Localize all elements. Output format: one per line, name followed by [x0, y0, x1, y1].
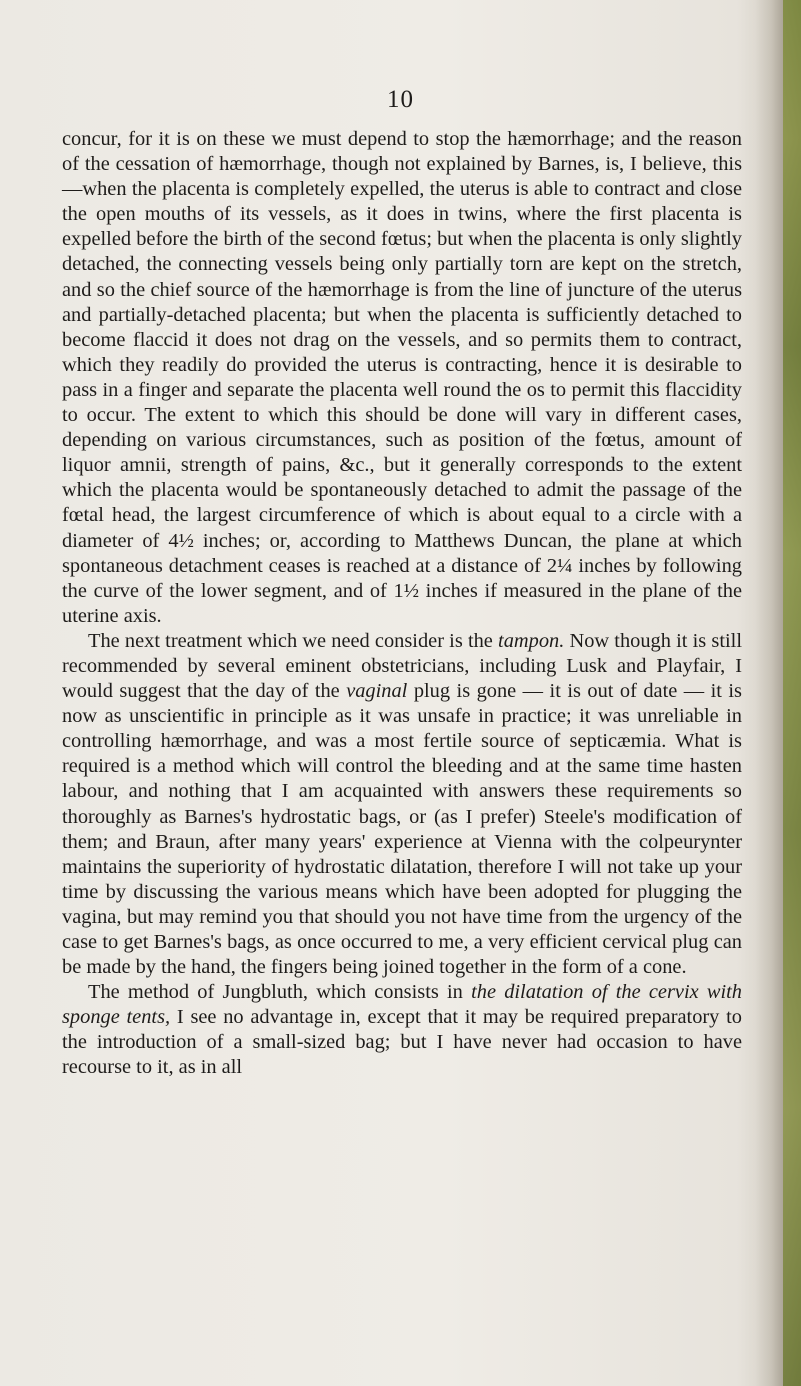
- body-text: [62, 127, 742, 1081]
- paragraph-3-italic-method: the dilatation of the cervix with sponge tents,: [62, 981, 742, 1029]
- paragraph-3-segment-3: I see no advantage in, except that it may be required preparatory to the introduction of a small-sized bag; but I have never had occasion to have recourse to it, as in all: [62, 1006, 742, 1079]
- paragraph-2-italic-tampon: tampon.: [498, 629, 565, 652]
- paragraph-2-segment-3: Now though it is still recommended by several eminent obstetricians, including Lusk and Playfair, I would suggest that the day of the: [62, 629, 742, 703]
- paragraph-1: [62, 127, 742, 629]
- paragraph-2-italic-vaginal: vaginal: [346, 680, 408, 703]
- paragraph-1-segment-1: concur, for it is on these we must depend to stop the hæmorrhage; and the reason of the cessation of hæmorrhage, though not explained by Barnes, is, I believe, this—when the placenta is completely expelled, the uterus is able to contract and close the open mouths of its vessels, as it does in twins, where the first placenta is expelled before the birth of the second fœtus; but when the placenta is only slightly detached, the connecting vessels being only partially torn are kept on the stretch, and so the chief source of the hæmorrhage is from the line of juncture of the uterus and partially-detached placenta; but when the placenta is sufficiently detached to become flaccid it does not drag on the vessels, and so permits them to contract, which they readily do provided the uterus is contracting, hence it is desirable to pass in a finger and separate the placenta well round the os to permit this flaccidity to occur. The extent to which this should be done will vary in different cases, depending on various circumstances, such as position of the fœtus, amount of liquor amnii, strength of pains, &c., but it generally corresponds to the extent which the placenta would be spontaneously detached to admit the passage of the fœtal head, the largest circumference of which is about equal to a circle with a diameter of 4½ inches; or, according to Matthews Duncan, the plane at which spontaneous detachment ceases is reached at a distance of 2¼ inches by following the curve of the lower segment, and of 1½ inches if measured in the plane of the uterine axis.: [62, 128, 742, 627]
- book-cover-edge: [783, 0, 801, 1386]
- paragraph-2: [62, 629, 742, 980]
- paragraph-3: [62, 980, 742, 1080]
- paragraph-3-segment-1: The method of Jungbluth, which consists in: [88, 981, 472, 1004]
- paragraph-2-segment-5: plug is gone — it is out of date — it is now as unscientific in principle as it was unsafe in practice; it was unreliable in controlling hæmorrhage, and was a most fertile source of septicæmia. What is required is a method which will control the bleeding and at the same time hasten labour, and nothing that I am acquainted with answers these requirements so thoroughly as Barnes's hydrostatic bags, or (as I prefer) Steele's modification of them; and Braun, after many years' experience at Vienna with the colpeurynter maintains the superiority of hydrostatic dilatation, therefore I will not take up your time by discussing the various means which have been adopted for plugging the vagina, but may remind you that should you not have time from the urgency of the case to get Barnes's bags, as once occurred to me, a very efficient cervical plug can be made by the hand, the fingers being joined together in the form of a cone.: [62, 680, 742, 979]
- page-number: 10: [387, 86, 414, 113]
- paragraph-2-segment-1: The next treatment which we need consider is the: [88, 629, 499, 652]
